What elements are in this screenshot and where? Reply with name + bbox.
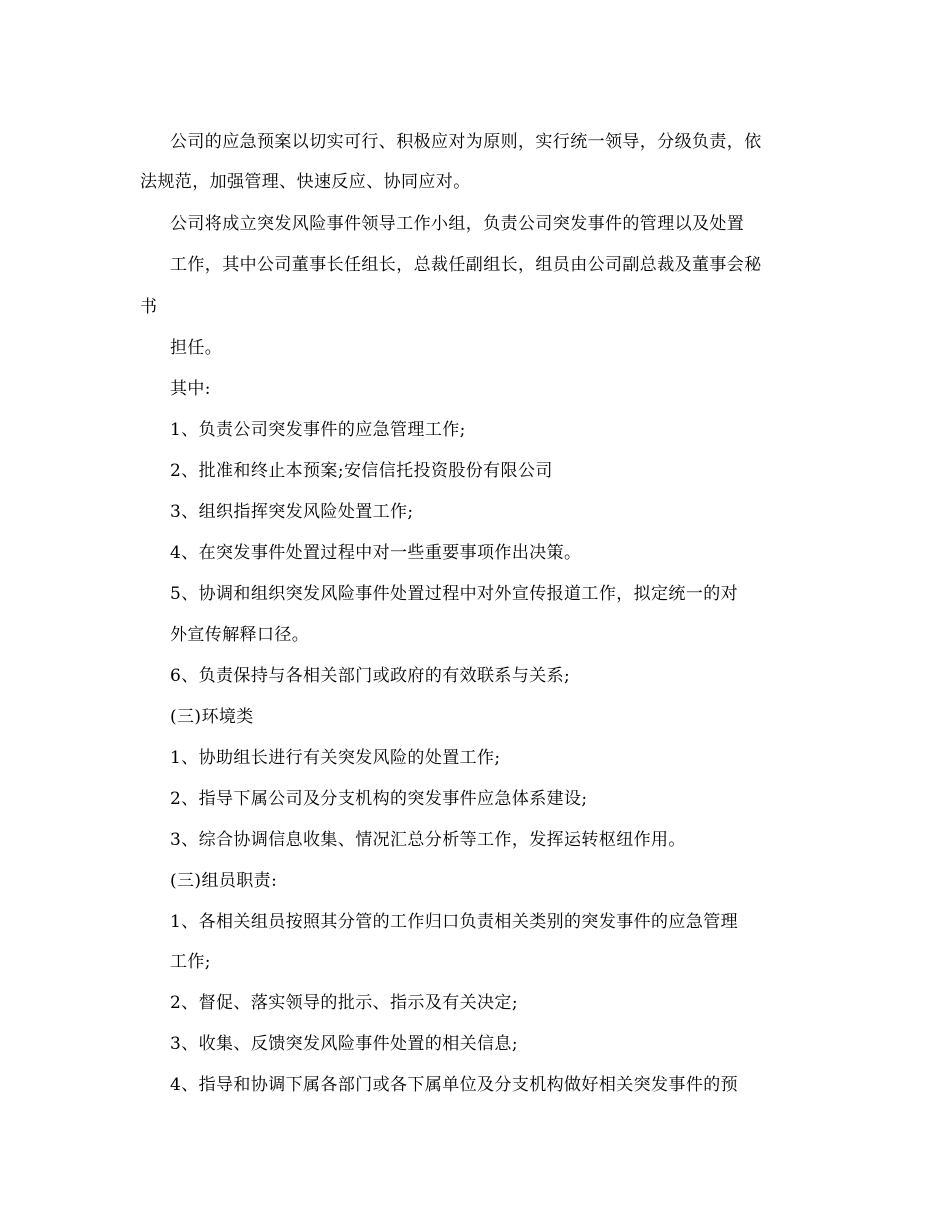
list-item: 3、综合协调信息收集、情况汇总分析等工作，发挥运转枢纽作用。 — [170, 830, 686, 850]
list-item: 5、协调和组织突发风险事件处置过程中对外宣传报道工作，拟定统一的对 — [170, 584, 739, 604]
list-item: 1、协助组长进行有关突发风险的处置工作; — [170, 748, 501, 768]
list-item: 2、督促、落实领导的批示、指示及有关决定; — [170, 993, 518, 1013]
paragraph-line: 担任。 — [170, 338, 223, 358]
section-heading: (三)环境类 — [170, 707, 254, 727]
paragraph-line: 法规范，加强管理、快速反应、协同应对。 — [140, 172, 471, 192]
paragraph-line: 其中: — [170, 379, 211, 399]
list-item: 4、在突发事件处置过程中对一些重要事项作出决策。 — [170, 543, 582, 563]
paragraph-line: 工作，其中公司董事长任组长，总裁任副组长，组员由公司副总裁及董事会秘 — [170, 255, 762, 275]
list-item: 3、组织指挥突发风险处置工作; — [170, 502, 414, 522]
paragraph-line: 书 — [140, 297, 158, 317]
section-heading: (三)组员职责: — [170, 871, 278, 891]
list-item: 2、指导下属公司及分支机构的突发事件应急体系建设; — [170, 789, 588, 809]
list-item: 1、各相关组员按照其分管的工作归口负责相关类别的突发事件的应急管理 — [170, 912, 739, 932]
list-item: 6、负责保持与各相关部门或政府的有效联系与关系; — [170, 666, 571, 686]
paragraph-line: 公司将成立突发风险事件领导工作小组，负责公司突发事件的管理以及处置 — [170, 214, 745, 234]
paragraph-line: 公司的应急预案以切实可行、积极应对为原则，实行统一领导，分级负责，依 — [170, 132, 762, 152]
list-item-continuation: 外宣传解释口径。 — [170, 625, 310, 645]
list-item-continuation: 工作; — [170, 952, 211, 972]
list-item: 2、批准和终止本预案;安信信托投资股份有限公司 — [170, 461, 553, 481]
list-item: 4、指导和协调下属各部门或各下属单位及分支机构做好相关突发事件的预 — [170, 1075, 739, 1095]
list-item: 3、收集、反馈突发风险事件处置的相关信息; — [170, 1034, 518, 1054]
list-item: 1、负责公司突发事件的应急管理工作; — [170, 420, 466, 440]
